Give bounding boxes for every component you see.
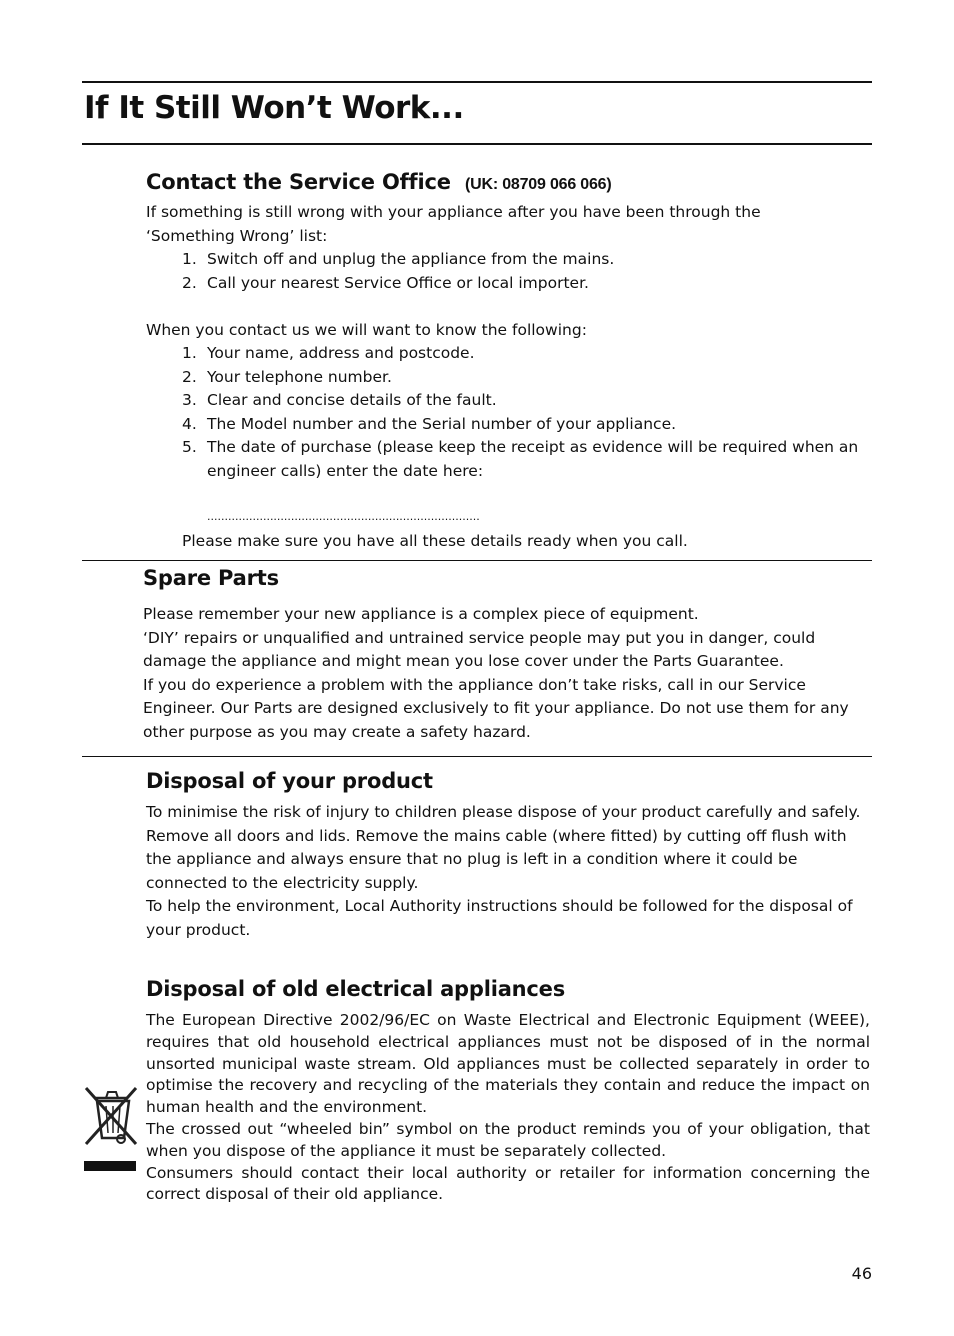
weee-paragraph: Consumers should contact their local authority or retailer for information concerning the correct disposal of their old appliance. bbox=[146, 1163, 870, 1204]
spare-parts-heading: Spare Parts bbox=[143, 566, 279, 590]
list-item: 1. Switch off and unplug the appliance from the mains. bbox=[182, 250, 615, 268]
disposal-paragraph: To minimise the risk of injury to children please dispose of your product carefully and safely. Remove all doors and lids. Remove the mains cable (where fitted) by cutting off flush with the appliance and always ensure that no plug is left in a condition where it could be connected to the electricity supply. bbox=[146, 803, 861, 892]
disposal-heading: Disposal of your product bbox=[146, 769, 433, 793]
crossed-out-wheeled-bin-icon bbox=[80, 1080, 142, 1176]
disposal-body bbox=[146, 801, 862, 942]
list-item: 3. Clear and concise details of the fault. bbox=[182, 391, 497, 409]
spare-parts-body bbox=[143, 603, 855, 744]
contact-details-list bbox=[182, 342, 872, 483]
weee-paragraph: The European Directive 2002/96/EC on Waste Electrical and Electronic Equipment (WEEE), requires that old household electrical appliances must not be disposed of in the normal unsorted municipal waste stream. Old appliances must be collected separately in order to optimise the recovery and recycling of the materials they contain and reduce the impact on human health and the environment. bbox=[146, 1011, 870, 1117]
section-divider bbox=[82, 756, 872, 757]
weee-heading: Disposal of old electrical appliances bbox=[146, 977, 566, 1001]
list-item: 4. The Model number and the Serial number of your appliance. bbox=[182, 414, 677, 433]
service-steps-list bbox=[182, 248, 842, 295]
spare-parts-paragraph: If you do experience a problem with the appliance don’t take risks, call in our Service Engineer. Our Parts are designed exclusively to fit your appliance. Do not use them for any other purpose as you may create a safety hazard. bbox=[143, 675, 849, 741]
page-title: If It Still Won’t Work... bbox=[84, 90, 464, 126]
contact-intro: When you contact us we will want to know the following: bbox=[146, 321, 587, 339]
service-phone: (UK: 08709 066 066) bbox=[465, 176, 612, 193]
list-item: 1. Your name, address and postcode. bbox=[182, 344, 475, 362]
service-heading bbox=[146, 170, 612, 194]
section-divider bbox=[82, 560, 872, 561]
service-closing: Please make sure you have all these details ready when you call. bbox=[182, 532, 688, 550]
list-item: 2. Your telephone number. bbox=[182, 367, 392, 386]
weee-paragraph: The crossed out “wheeled bin” symbol on the product reminds you of your obligation, that when you dispose of the appliance it must be separately collected. bbox=[146, 1119, 870, 1160]
spare-parts-paragraph: ‘DIY’ repairs or unqualified and untrained service people may put you in danger, could damage the appliance and might mean you lose cover under the Parts Guarantee. bbox=[143, 628, 816, 670]
service-heading-text: Contact the Service Office bbox=[146, 170, 451, 194]
spare-parts-paragraph: Please remember your new appliance is a complex piece of equipment. bbox=[143, 605, 699, 623]
weee-body bbox=[146, 1010, 870, 1206]
date-entry-line: .............................................................................. bbox=[207, 510, 480, 523]
page-number: 46 bbox=[851, 1264, 872, 1283]
list-item: 2. Call your nearest Service Office or local importer. bbox=[182, 273, 589, 292]
title-top-rule bbox=[82, 81, 872, 83]
service-intro: If something is still wrong with your appliance after you have been through the ‘Something Wrong’ list: bbox=[146, 203, 761, 245]
title-bottom-rule bbox=[82, 143, 872, 145]
disposal-paragraph: To help the environment, Local Authority instructions should be followed for the disposal of your product. bbox=[146, 897, 853, 939]
list-item: 5. The date of purchase (please keep the receipt as evidence will be required when an engineer calls) enter the date here: bbox=[182, 438, 859, 480]
